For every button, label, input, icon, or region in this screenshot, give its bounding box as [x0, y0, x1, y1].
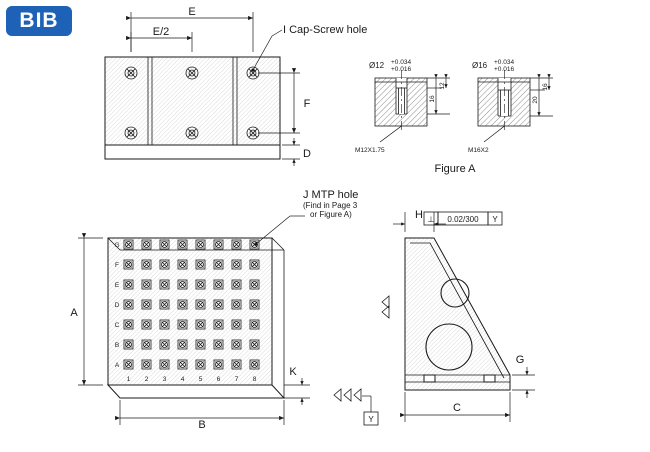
tolerance-symbol: ⊥: [427, 215, 435, 224]
fig-a-right-depth1: 20: [532, 96, 539, 104]
mtp-note-line-1: J MTP hole: [303, 189, 359, 201]
figure-a-left-section: [355, 59, 450, 154]
dimension-C-label: C: [453, 402, 461, 414]
front-view: [70, 189, 358, 431]
dimension-E-half: [131, 26, 192, 52]
datum-label: Y: [368, 415, 374, 424]
col-label-3: 3: [162, 376, 167, 383]
row-label-E: E: [114, 282, 120, 289]
col-label-5: 5: [198, 376, 203, 383]
fig-a-right-depth2: 16: [542, 83, 549, 91]
row-label-B: B: [114, 342, 120, 349]
dimension-H-label: H: [415, 209, 423, 221]
col-label-1: 1: [126, 376, 131, 383]
dimension-A: [70, 238, 103, 385]
fig-a-left-tol-lower: +0.016: [391, 66, 412, 73]
row-label-C: C: [114, 322, 120, 329]
tolerance-datum: Y: [492, 215, 498, 224]
side-view: [334, 209, 535, 425]
row-label-D: D: [114, 302, 120, 309]
fig-a-left-tol-upper: +0.034: [391, 59, 412, 66]
fig-a-left-depth1: 16: [429, 95, 436, 103]
dimension-K: [284, 366, 310, 405]
fig-a-right-tol-upper: +0.034: [494, 59, 515, 66]
col-label-2: 2: [144, 376, 149, 383]
mtp-callout: [254, 189, 358, 246]
surface-finish-marks: [382, 296, 389, 318]
fig-a-right-tol-lower: +0.016: [494, 66, 515, 73]
top-view: [105, 6, 367, 166]
dimension-B: [120, 400, 284, 431]
dimension-E-half-label: E/2: [152, 26, 170, 38]
fig-a-right-thread: M16X2: [468, 147, 489, 154]
fig-a-left-depth2: 12: [439, 82, 446, 90]
datum-y: [334, 389, 378, 425]
fig-a-right-diameter: Ø16: [472, 61, 488, 70]
row-label-G: G: [114, 242, 120, 249]
fig-a-left-diameter: Ø12: [369, 61, 385, 70]
figure-a-right-section: [468, 59, 553, 154]
row-label-F: F: [115, 262, 119, 269]
dimension-G-label: G: [515, 354, 525, 366]
tolerance-value: 0.02/300: [447, 215, 479, 224]
tolerance-frame: [424, 212, 502, 225]
side-view-foot: [424, 375, 435, 382]
bib-logo: BIB: [6, 6, 72, 36]
dimension-A-label: A: [70, 307, 78, 319]
col-label-7: 7: [234, 376, 239, 383]
fig-a-left-thread: M12X1.75: [355, 147, 385, 154]
col-label-8: 8: [252, 376, 257, 383]
dimension-B-label: B: [198, 419, 206, 431]
dimension-K-label: K: [289, 366, 297, 378]
mtp-note-line-3: or Figure A): [310, 210, 352, 219]
dimension-F-label: F: [303, 98, 311, 110]
dimension-C: [405, 392, 510, 422]
top-view-base-strip: [105, 145, 280, 159]
col-label-6: 6: [216, 376, 221, 383]
figure-a-title: Figure A: [434, 163, 476, 175]
row-label-A: A: [114, 362, 120, 369]
dimension-G: [512, 354, 535, 398]
side-view-foot: [484, 375, 495, 382]
front-view-base: [108, 385, 284, 398]
dimension-D: [282, 138, 311, 166]
cap-screw-note: I Cap-Screw hole: [283, 24, 368, 36]
col-label-4: 4: [180, 376, 185, 383]
side-view-body: [405, 238, 510, 390]
dimension-D-label: D: [303, 148, 311, 160]
mtp-note-line-2: (Find in Page 3: [303, 201, 358, 210]
dimension-E-label: E: [188, 6, 196, 18]
figure-a-detail: [355, 59, 553, 175]
